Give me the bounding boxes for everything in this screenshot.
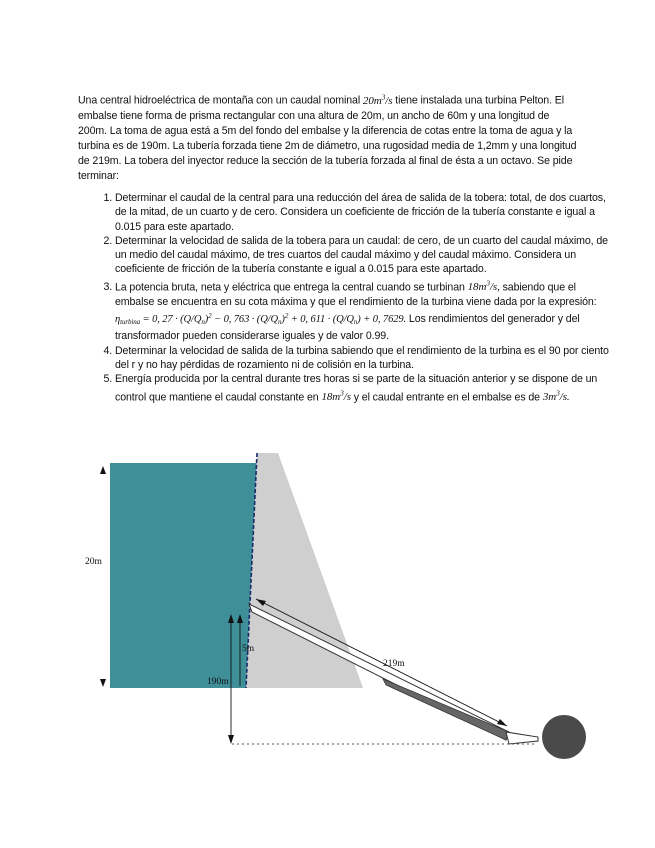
height-arrow-top xyxy=(100,466,106,474)
nominal-flow: $20m^3/s$ xyxy=(362,92,393,107)
intro-text-1: Una central hidroeléctrica de montaña con un caudal nominal xyxy=(78,94,363,107)
reservoir-water xyxy=(110,463,257,688)
drop-label: 190m xyxy=(207,677,229,687)
task-item: 4. Determinar la velocidad de salida de la turbina sabiendo que el rendimiento de la turbina es el 90 por ciento del r y no hay pérdidas de rozamiento ni de colisión en la turbina. xyxy=(115,344,617,373)
height-arrow-bottom xyxy=(100,679,106,687)
injector-nozzle xyxy=(506,732,538,744)
task-item: 5. Energía producida por la central durante tres horas si se parte de la situación anterior y se dispone de un control que mantiene el caudal constante en $18m^3/s$ y el caudal entrante en el embalse es de $3m^3/s$. xyxy=(115,372,617,404)
drop-arrow-bottom xyxy=(228,735,234,744)
turbine-efficiency-formula: $\eta_{turbina} = 0$, $27 \cdot (Q/Q_n)^2 - 0$, $763 \cdot (Q/Q_n)^2 + 0$, $611 \cdot (Q/Q_n) + 0$, 7629. xyxy=(115,312,407,327)
intake-label: 5m xyxy=(242,644,255,654)
height-label: 20m xyxy=(85,557,102,567)
task-item: 1. Determinar el caudal de la central para una reducción del área de salida de la tobera: total, de dos cuartos, de la mitad, de un cuarto y de cero. Considera un coeficiente de fricción de la tubería constante e igual a 0.015 para este apartado. xyxy=(115,191,617,234)
task-item: 3. La potencia bruta, neta y eléctrica que entrega la central cuando se turbinan $18m^3/s$, sabiendo que el embalse se encuentra en su cota máxima y que el rendimiento de la turbina viene dada por la expresión: $\eta_{turbina} = 0$, $27 \cdot (Q/Q_n)^2 - 0$, $763 \cdot (Q/Q_n)^2 + 0$, $611 \cdot (Q/Q_n) + 0$, 7629. Los rendimientos del generador y del transformador pueden considerarse iguales y de valor 0.99. xyxy=(115,277,617,344)
penstock-nozzle-section xyxy=(383,679,509,740)
intro-text-2: tiene instalada una turbina Pelton. El embalse tiene forma de prisma rectangular con una altura de 20m, un ancho de 60m y una longitud de 200m. La toma de agua está a 5m del fondo del embalse y la diferencia de cotas entre la toma de agua y la turbina es de 190m. La tubería forzada tiene 2m de diámetro, una rugosidad media de 1,2mm y una longitud de 219m. La tobera del inyector reduce la sección de la tubería forzada al final de ésta a un octavo. Se pide terminar: xyxy=(78,94,577,183)
length-arrow-end xyxy=(497,719,507,726)
length-label: 219m xyxy=(383,659,405,669)
pelton-turbine xyxy=(542,715,586,759)
task-item: 2. Determinar la velocidad de salida de la tobera para un caudal: de cero, de un cuarto del caudal máximo, de un medio del caudal máximo, de tres cuartos del caudal máximo y del caudal máximo. Considera un coeficiente de fricción de la tubería constante e igual a 0.015 para este apartado. xyxy=(115,234,617,277)
